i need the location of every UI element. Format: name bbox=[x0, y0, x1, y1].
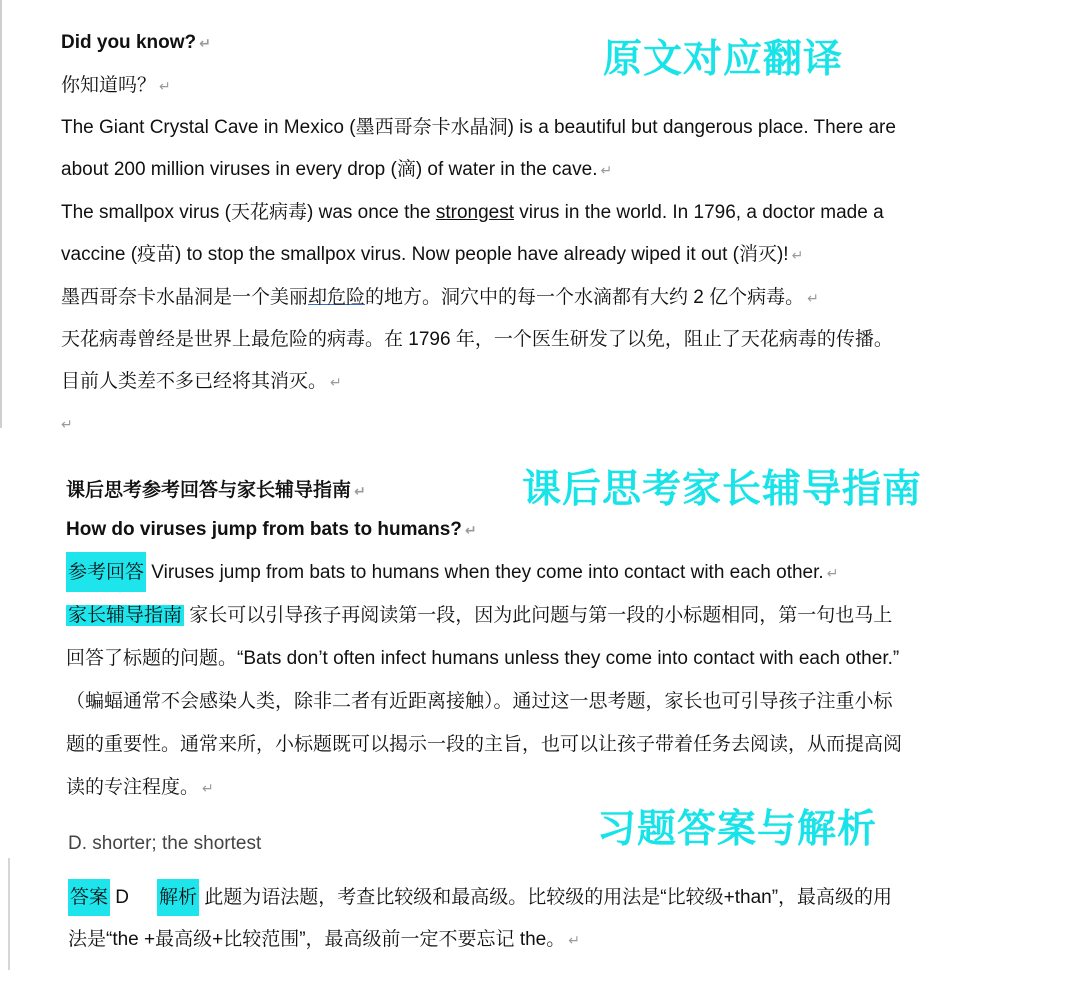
paragraph-mark: ↵ bbox=[159, 78, 171, 94]
heading-did-you-know bbox=[61, 31, 211, 55]
guide-text: 家长可以引导孩子再阅读第一段，因为此问题与第一段的小标题相同，第一句也马上 bbox=[184, 605, 893, 626]
guide-paragraph-line-2 bbox=[66, 647, 899, 671]
paragraph-mark: ↵ bbox=[826, 565, 839, 581]
cropped-option-text: D. shorter; the shortest bbox=[68, 833, 262, 854]
paragraph-mark: ↵ bbox=[807, 290, 819, 306]
heading-did-you-know-cn bbox=[61, 74, 171, 98]
translation-text: 天花病毒曾经是世界上最危险的病毒。在 1796 年，一个医生研发了以免，阻止了天花病毒的传播。 bbox=[61, 329, 893, 350]
analysis-tag: 解析 bbox=[157, 879, 199, 916]
guide-text: 读的专注程度。 bbox=[66, 777, 200, 798]
guide-text: （蝙蝠通常不会感染人类，除非二者有近距离接触）。通过这一思考题，家长也可引导孩子注重小标 bbox=[66, 691, 893, 712]
answer-tag: 答案 bbox=[68, 879, 110, 916]
guide-paragraph-line-1 bbox=[66, 604, 892, 628]
paragraph-text: about 200 million viruses in every drop (滴) of water in the cave. bbox=[61, 159, 598, 180]
paragraph-text: vaccine (疫苗) to stop the smallpox virus. Now people have already wiped it out (消灭)! bbox=[61, 244, 789, 265]
paragraph-mark: ↵ bbox=[791, 247, 804, 263]
guide-text: 回答了标题的问题。“Bats don’t often infect humans unless they come into contact with each other.” bbox=[66, 648, 900, 669]
paragraph-mark: ↵ bbox=[199, 35, 211, 51]
reference-answer bbox=[66, 561, 838, 585]
guide-heading-text: 课后思考参考回答与家长辅导指南 bbox=[66, 480, 352, 501]
translation-text: 的地方。洞穴中的每一个水滴都有大约 2 亿个病毒。 bbox=[365, 287, 805, 308]
paragraph-smallpox-line-2 bbox=[61, 243, 803, 267]
paragraph-mark: ↵ bbox=[464, 522, 477, 538]
question-text: How do viruses jump from bats to humans? bbox=[66, 519, 462, 540]
guide-paragraph-line-3 bbox=[66, 690, 893, 714]
analysis-text: 法是“the +最高级+比较范围”，最高级前一定不要忘记 the。 bbox=[68, 929, 566, 950]
document-left-edge bbox=[0, 0, 2, 428]
document-left-edge-lower bbox=[8, 858, 10, 970]
empty-paragraph bbox=[61, 412, 73, 436]
answer-value: D bbox=[110, 887, 130, 908]
guide-heading bbox=[66, 479, 366, 503]
translation-smallpox-line-1 bbox=[61, 328, 893, 352]
translation-cave bbox=[61, 286, 819, 310]
banner-answers: 习题答案与解析 bbox=[597, 807, 878, 852]
reference-answer-tag: 参考回答 bbox=[66, 552, 146, 592]
underlined-word-strongest: strongest bbox=[435, 202, 514, 223]
reference-answer-text: Viruses jump from bats to humans when they come into contact with each other. bbox=[146, 562, 824, 583]
guide-paragraph-line-5 bbox=[66, 776, 214, 800]
analysis-line-2 bbox=[68, 928, 580, 952]
translation-smallpox-line-2 bbox=[61, 370, 342, 394]
paragraph-mark: ↵ bbox=[330, 374, 342, 390]
banner-parent-guide: 课后思考家长辅导指南 bbox=[522, 467, 923, 512]
paragraph-mark: ↵ bbox=[568, 932, 580, 948]
translation-text: 墨西哥奈卡水晶洞是一个美丽 bbox=[61, 287, 309, 308]
paragraph-cave-line-2 bbox=[61, 158, 612, 182]
parent-guide-tag: 家长辅导指南 bbox=[68, 605, 183, 626]
paragraph-mark: ↵ bbox=[600, 162, 613, 178]
guide-text: 题的重要性。通常来所，小标题既可以揭示一段的主旨，也可以让孩子带着任务去阅读，从而提高阅 bbox=[66, 734, 903, 755]
guide-question bbox=[66, 518, 477, 542]
paragraph-mark: ↵ bbox=[354, 483, 366, 499]
paragraph-cave-line-1 bbox=[61, 116, 896, 140]
paragraph-text: The Giant Crystal Cave in Mexico (墨西哥奈卡水晶洞) is a beautiful but dangerous place. There are bbox=[61, 117, 896, 138]
paragraph-text: The smallpox virus (天花病毒) was once the bbox=[61, 202, 436, 223]
underlined-phrase: 却危险 bbox=[308, 287, 366, 308]
paragraph-mark: ↵ bbox=[202, 780, 214, 796]
paragraph-text: virus in the world. In 1796, a doctor made a bbox=[514, 202, 884, 223]
paragraph-mark: ↵ bbox=[61, 416, 73, 432]
paragraph-smallpox-line-1 bbox=[61, 201, 884, 225]
guide-paragraph-line-4 bbox=[66, 733, 902, 757]
translation-text: 目前人类差不多已经将其消灭。 bbox=[61, 371, 328, 392]
heading-text: Did you know? bbox=[61, 32, 197, 53]
heading-cn-text: 你知道吗？ bbox=[61, 75, 157, 96]
cropped-option-line bbox=[68, 833, 308, 860]
analysis-text: 此题为语法题，考查比较级和最高级。比较级的用法是“比较级+than”，最高级的用 bbox=[199, 887, 893, 908]
banner-translation: 原文对应翻译 bbox=[603, 37, 844, 82]
answer-line bbox=[68, 886, 892, 910]
